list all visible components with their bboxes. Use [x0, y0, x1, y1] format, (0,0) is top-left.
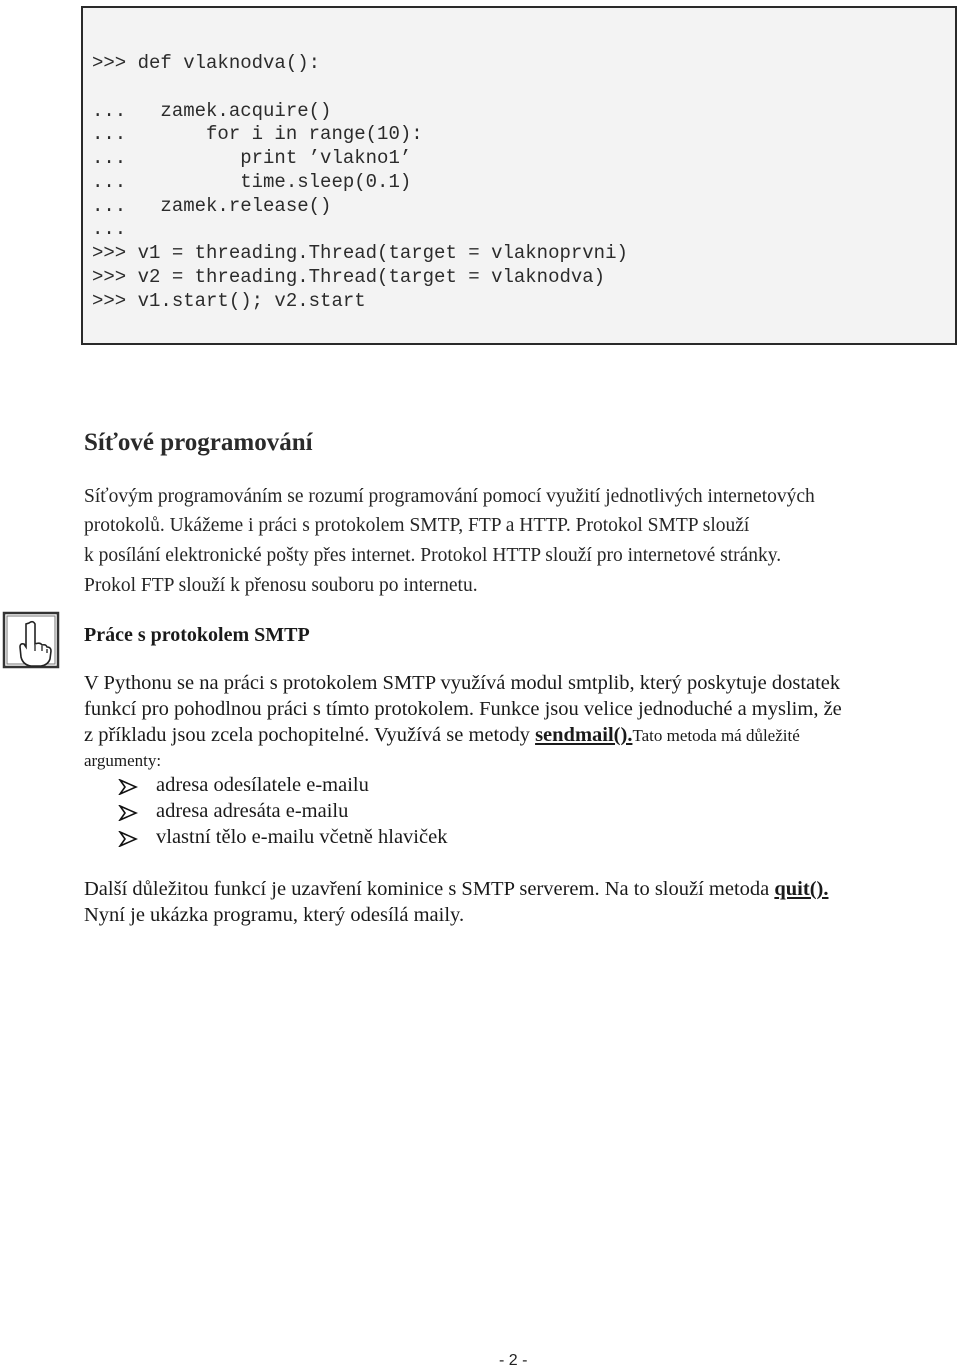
text-span: Tato metoda má důležité [632, 726, 800, 745]
paragraph-line: Nyní je ukázka programu, který odesílá maily. [84, 904, 465, 926]
code-line: >>> v2 = threading.Thread(target = vlaknodva) [92, 266, 606, 288]
list-item-text: adresa adresáta e-mailu [156, 800, 349, 822]
arrowhead-bullet-icon [118, 779, 138, 795]
page-number: - 2 - [499, 1352, 528, 1369]
code-line: >>> v1 = threading.Thread(target = vlaknoprvni) [92, 242, 628, 264]
list-item-text: adresa odesílatele e-mailu [156, 774, 369, 796]
text-span: Další důležitou funkcí je uzavření kominice s SMTP serverem. Na to slouží metoda [84, 878, 775, 900]
paragraph-line: V Pythonu se na práci s protokolem SMTP využívá modul smtplib, který poskytuje dostatek [84, 672, 841, 694]
code-line: ... [92, 218, 127, 240]
code-line: >>> def vlaknodva(): [92, 52, 321, 74]
paragraph-line: protokolů. Ukážeme i práci s protokolem SMTP, FTP a HTTP. Protokol SMTP slouží [84, 515, 750, 536]
paragraph-line: argumenty: [84, 751, 162, 770]
code-block [81, 6, 957, 345]
text-span: z příkladu jsou zcela pochopitelné. Využívá se metody [84, 724, 536, 746]
paragraph-line [84, 724, 800, 747]
list-item-text: vlastní tělo e-mailu včetně hlaviček [156, 826, 448, 848]
pointing-finger-icon [2, 611, 60, 669]
code-line: ... print ’vlakno1’ [92, 147, 412, 169]
method-name: sendmail(). [535, 724, 633, 746]
code-line: >>> v1.start(); v2.start [92, 290, 366, 312]
code-line: ... zamek.release() [92, 195, 332, 217]
paragraph-line: Prokol FTP slouží k přenosu souboru po internetu. [84, 575, 478, 596]
subsection-heading: Práce s protokolem SMTP [84, 624, 310, 646]
code-line: ... for i in range(10): [92, 123, 423, 145]
section-heading: Síťové programování [84, 429, 313, 456]
code-line: ... time.sleep(0.1) [92, 171, 412, 193]
paragraph-line [84, 878, 828, 901]
arrowhead-bullet-icon [118, 805, 138, 821]
paragraph-line: funkcí pro pohodlnou práci s tímto protokolem. Funkce jsou velice jednoduché a myslim, že [84, 698, 842, 720]
code-line: ... zamek.acquire() [92, 100, 332, 122]
paragraph-line: k posílání elektronické pošty přes internet. Protokol HTTP slouží pro internetové stránky. [84, 545, 782, 566]
method-name: quit(). [774, 878, 829, 900]
arrowhead-bullet-icon [118, 831, 138, 847]
paragraph-line: Síťovým programováním se rozumí programování pomocí využití jednotlivých internetových [84, 486, 815, 507]
